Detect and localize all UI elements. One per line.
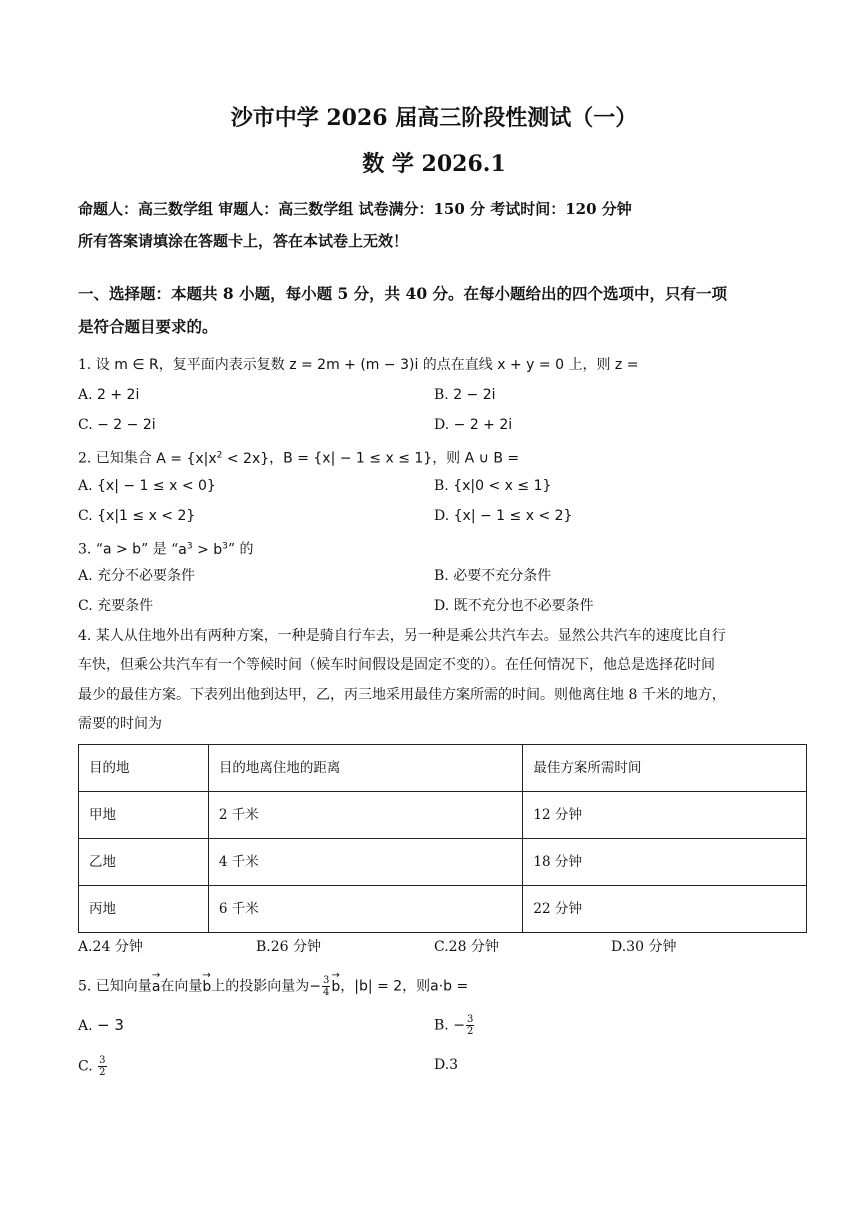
- question-4-option-d: D.30 分钟: [611, 939, 677, 955]
- question-4-option-a: A.24 分钟: [78, 939, 143, 955]
- table-header-cell: 目的地: [79, 745, 209, 792]
- question-1-option-b: B. 2 − 2i: [434, 387, 496, 403]
- table-cell: 18 分钟: [523, 839, 807, 886]
- question-2-stem: 2. 已知集合 $A = \{x|x^2 < 2x\}$，B = {x| − 1 ≤ x ≤ 1}，则 A ∪ B =: [78, 450, 520, 467]
- table-header-cell: 目的地离住地的距离: [208, 745, 523, 792]
- question-4-option-c: C.28 分钟: [434, 939, 499, 955]
- question-2-option-c: C. {x|1 ≤ x < 2}: [78, 508, 196, 524]
- question-4-line3: 最少的最佳方案。下表列出他到达甲，乙，丙三地采用最佳方案所需的时间。则他离住地 8 千米的地方，: [78, 687, 726, 703]
- section-heading-line1: 一、选择题：本题共 8 小题，每小题 5 分，共 40 分。在每小题给出的四个选项中，只有一项: [78, 284, 728, 303]
- exam-subtitle: 数 学 2026.1: [362, 151, 506, 177]
- question-5-option-c: C. $\frac{3}{2}$: [78, 1055, 106, 1078]
- question-1-stem: 1. 设 m ∈ R，复平面内表示复数 z = 2m + (m − 3)i 的点在直线 x + y = 0 上，则 z =: [78, 357, 639, 373]
- question-2-option-d: D. {x| − 1 ≤ x < 2}: [434, 508, 573, 524]
- table-cell: 22 分钟: [523, 886, 807, 933]
- exam-notice: 所有答案请填涂在答题卡上，答在本试卷上无效！: [78, 232, 409, 250]
- question-5-option-d: D.3: [434, 1057, 459, 1073]
- section-heading-line2: 是符合题目要求的。: [78, 317, 218, 336]
- question-1-option-c: C. − 2 − 2i: [78, 417, 156, 433]
- exam-info: 命题人：高三数学组 审题人：高三数学组 试卷满分：150 分 考试时间：120 分钟: [78, 200, 632, 218]
- question-3-stem: 3. “a > b” 是 “$a^3 > b^3$” 的: [78, 541, 254, 558]
- question-5-stem: 5. 已知向量→ a在向量→ b上的投影向量为− $\frac{3}{4}$ → b，|b| = 2，则a·b =: [78, 975, 468, 998]
- question-5-option-a: A. − 3: [78, 1016, 124, 1034]
- question-3-option-b: B. 必要不充分条件: [434, 568, 552, 584]
- question-4-line4: 需要的时间为: [78, 716, 162, 732]
- table-cell: 2 千米: [208, 792, 523, 839]
- question-4-line1: 4. 某人从住地外出有两种方案，一种是骑自行车去，另一种是乘公共汽车去。显然公共汽车的速度比自行: [78, 628, 726, 644]
- table-cell: 4 千米: [208, 839, 523, 886]
- table-row: [79, 839, 807, 886]
- table-header-cell: 最佳方案所需时间: [523, 745, 807, 792]
- question-3-option-c: C. 充要条件: [78, 598, 154, 614]
- table-row: [79, 886, 807, 933]
- question-2-option-a: A. {x| − 1 ≤ x < 0}: [78, 478, 216, 494]
- table-row: [79, 792, 807, 839]
- vector-b: → b: [202, 978, 211, 996]
- question-2-option-b: B. {x|0 < x ≤ 1}: [434, 478, 552, 494]
- table-cell: 12 分钟: [523, 792, 807, 839]
- table-cell: 6 千米: [208, 886, 523, 933]
- question-1-option-a: A. 2 + 2i: [78, 387, 140, 403]
- exam-title: 沙市中学 2026 届高三阶段性测试（一）: [230, 105, 638, 131]
- question-4-line2: 车快，但乘公共汽车有一个等候时间（候车时间假设是固定不变的）。在任何情况下，他总是选择花时间: [78, 657, 715, 673]
- table-header-row: [79, 745, 807, 792]
- question-3-option-d: D. 既不充分也不必要条件: [434, 598, 594, 614]
- question-3-option-a: A. 充分不必要条件: [78, 568, 196, 584]
- distance-time-table: [78, 744, 807, 933]
- fraction: $\frac{3}{4}$: [323, 975, 330, 998]
- table-cell: 丙地: [79, 886, 209, 933]
- question-1-option-d: D. − 2 + 2i: [434, 417, 513, 433]
- question-5-option-b: B. − $\frac{3}{2}$: [434, 1014, 474, 1037]
- vector-a: → a: [152, 978, 161, 996]
- question-4-option-b: B.26 分钟: [256, 939, 322, 955]
- table-cell: 甲地: [79, 792, 209, 839]
- table-cell: 乙地: [79, 839, 209, 886]
